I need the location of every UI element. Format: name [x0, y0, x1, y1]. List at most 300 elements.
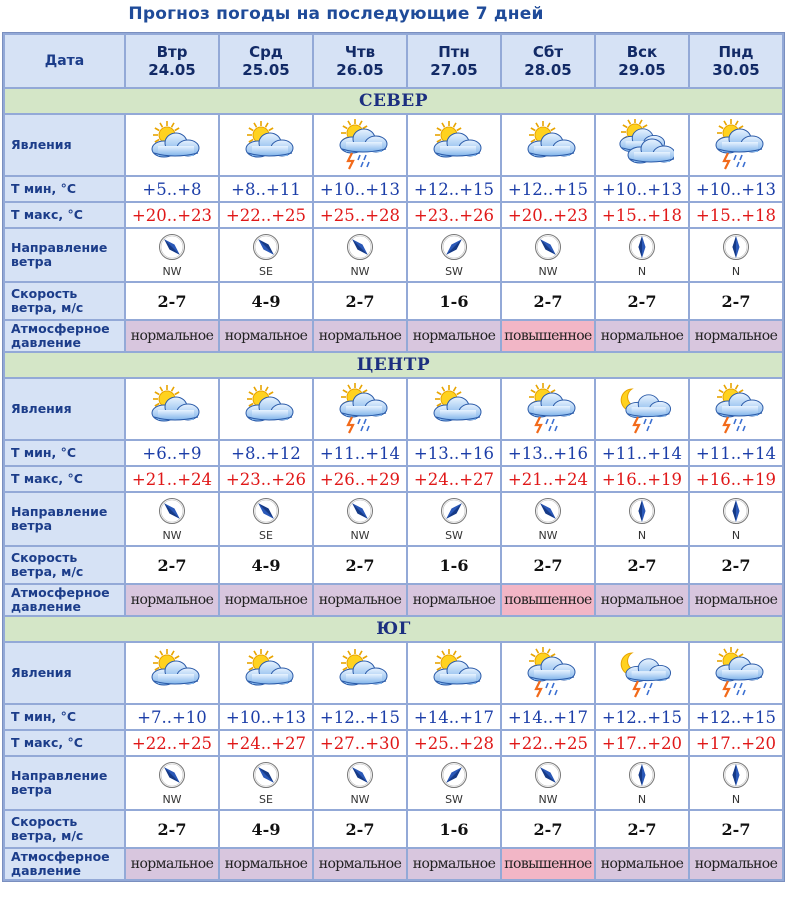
day-date: 29.05: [618, 61, 666, 79]
sun-cloud-icon: [408, 647, 500, 699]
wind-direction: [314, 761, 406, 806]
pressure-value: нормальное: [690, 321, 782, 351]
date-header: Дата: [5, 35, 124, 87]
wind-direction-code: NW: [538, 792, 558, 806]
compass-icon: [346, 497, 374, 529]
tmin-value: +12..+15: [314, 705, 406, 729]
wind-direction-code: NW: [538, 528, 558, 542]
header-row: [5, 35, 782, 87]
region-row: [5, 89, 782, 113]
wind-speed-label: [5, 547, 124, 583]
tmax-value: +20..+23: [502, 203, 594, 227]
pressure-value: повышенное: [502, 321, 594, 351]
wind-speed-value: 2-7: [502, 547, 594, 583]
wind-speed-value: 2-7: [690, 283, 782, 319]
weather-icon-cell: [596, 379, 688, 439]
pressure-label-line: давление: [11, 335, 81, 350]
day-of-week: Вск: [626, 43, 658, 61]
tmax-value: +22..+25: [126, 731, 218, 755]
wind-direction-code: NW: [350, 528, 370, 542]
pressure-value: нормальное: [408, 849, 500, 879]
moon-thunder-icon: [596, 647, 688, 699]
phenomena-label: [5, 379, 124, 439]
compass-icon: [158, 233, 186, 265]
day-date: 26.05: [336, 61, 384, 79]
pressure-label-line: давление: [11, 863, 81, 878]
phenomena-label: [5, 115, 124, 175]
phenomena-label: [5, 643, 124, 703]
wind-speed-value: 2-7: [314, 283, 406, 319]
tmin-value: +10..+13: [690, 177, 782, 201]
pressure-row: [5, 849, 782, 879]
tmax-value: +15..+18: [690, 203, 782, 227]
thunder-rain-icon: [314, 119, 406, 171]
wind-direction-cell: [126, 757, 218, 809]
wind-direction-code: NW: [350, 792, 370, 806]
sun-cloud-icon: [220, 647, 312, 699]
compass-icon: [346, 761, 374, 793]
pressure-value: нормальное: [596, 585, 688, 615]
day-of-week: Срд: [249, 43, 283, 61]
day-header: [596, 35, 688, 87]
wind-direction-code: SE: [259, 528, 273, 542]
tmax-row: [5, 203, 782, 227]
pressure-value: нормальное: [126, 849, 218, 879]
weather-icon-cell: [596, 643, 688, 703]
wind-speed-row: [5, 283, 782, 319]
wind-direction-cell: [502, 757, 594, 809]
pressure-value: нормальное: [408, 321, 500, 351]
tmax-value: +21..+24: [502, 467, 594, 491]
day-of-week: Сбт: [532, 43, 564, 61]
tmin-value: +14..+17: [502, 705, 594, 729]
tmax-label: [5, 467, 124, 491]
wind-direction-code: SE: [259, 264, 273, 278]
tmax-label-line: Т макс, °С: [11, 471, 83, 486]
tmin-label: [5, 177, 124, 201]
wind-speed-value: 4-9: [220, 283, 312, 319]
wind-direction: [690, 233, 782, 278]
tmin-value: +10..+13: [596, 177, 688, 201]
tmax-value: +24..+27: [220, 731, 312, 755]
region-row: [5, 353, 782, 377]
weather-icon-cell: [126, 643, 218, 703]
compass-icon: [722, 233, 750, 265]
wind-direction-code: SW: [445, 792, 463, 806]
tmin-label-line: Т мин, °С: [11, 445, 77, 460]
wind-speed-label-line: ветра, м/с: [11, 300, 84, 315]
sun-cloud-icon: [220, 383, 312, 435]
compass-icon: [628, 761, 656, 793]
compass-icon: [440, 497, 468, 529]
weather-icon-cell: [502, 115, 594, 175]
day-header: [690, 35, 782, 87]
wind-direction-cell: [502, 493, 594, 545]
day-header: [502, 35, 594, 87]
tmax-value: +24..+27: [408, 467, 500, 491]
compass-icon: [722, 497, 750, 529]
pressure-label-line: Атмосферное: [11, 585, 110, 600]
wind-direction-cell: [502, 229, 594, 281]
tmin-label-line: Т мин, °С: [11, 181, 77, 196]
tmax-label-line: Т макс, °С: [11, 207, 83, 222]
wind-direction-cell: [596, 229, 688, 281]
wind-direction: [596, 761, 688, 806]
weather-icon-cell: [220, 379, 312, 439]
sun-cloud-icon: [220, 119, 312, 171]
wind-direction-label-line: ветра: [11, 254, 53, 269]
weather-icon-cell: [690, 379, 782, 439]
tmin-row: [5, 177, 782, 201]
phenomena-label-line: Явления: [11, 137, 72, 152]
thunder-rain-icon: [690, 119, 782, 171]
compass-icon: [440, 233, 468, 265]
wind-direction: [314, 497, 406, 542]
tmax-value: +17..+20: [596, 731, 688, 755]
wind-direction-cell: [126, 229, 218, 281]
pressure-value: нормальное: [690, 849, 782, 879]
pressure-value: нормальное: [126, 585, 218, 615]
wind-direction-row: [5, 493, 782, 545]
wind-speed-value: 2-7: [314, 811, 406, 847]
tmax-row: [5, 731, 782, 755]
wind-direction-label-line: Направление: [11, 504, 108, 519]
region-row: [5, 617, 782, 641]
tmin-value: +8..+11: [220, 177, 312, 201]
weather-icon-cell: [314, 379, 406, 439]
wind-direction-code: NW: [538, 264, 558, 278]
tmin-value: +12..+15: [408, 177, 500, 201]
pressure-value: нормальное: [126, 321, 218, 351]
tmin-value: +5..+8: [126, 177, 218, 201]
wind-direction: [690, 497, 782, 542]
weather-icon-cell: [126, 115, 218, 175]
tmax-value: +23..+26: [220, 467, 312, 491]
wind-direction: [690, 761, 782, 806]
compass-icon: [534, 761, 562, 793]
sun-cloud-icon: [408, 383, 500, 435]
compass-icon: [158, 761, 186, 793]
pressure-value: повышенное: [502, 585, 594, 615]
sun-cloud-icon: [126, 383, 218, 435]
wind-direction-cell: [690, 757, 782, 809]
forecast-table: [2, 32, 785, 882]
wind-direction-code: NW: [350, 264, 370, 278]
day-date: 25.05: [242, 61, 290, 79]
region-title: ЦЕНТР: [5, 353, 782, 377]
wind-direction-cell: [314, 757, 406, 809]
day-header: [220, 35, 312, 87]
weather-icon-cell: [314, 115, 406, 175]
wind-direction-cell: [314, 229, 406, 281]
wind-speed-value: 2-7: [690, 547, 782, 583]
weather-icon-cell: [220, 643, 312, 703]
thunder-rain-icon: [502, 647, 594, 699]
tmax-value: +26..+29: [314, 467, 406, 491]
wind-direction-code: NW: [162, 264, 182, 278]
wind-direction: [596, 233, 688, 278]
wind-direction: [502, 497, 594, 542]
day-of-week: Чтв: [344, 43, 376, 61]
thunder-rain-icon: [690, 647, 782, 699]
wind-direction-cell: [690, 493, 782, 545]
tmax-row: [5, 467, 782, 491]
tmin-value: +12..+15: [502, 177, 594, 201]
weather-icon-cell: [690, 115, 782, 175]
phenomena-row: [5, 115, 782, 175]
wind-speed-row: [5, 547, 782, 583]
pressure-value: нормальное: [220, 585, 312, 615]
day-header: [314, 35, 406, 87]
compass-icon: [534, 497, 562, 529]
wind-speed-label-line: ветра, м/с: [11, 828, 84, 843]
pressure-value: повышенное: [502, 849, 594, 879]
wind-direction-cell: [408, 229, 500, 281]
thunder-rain-icon: [502, 383, 594, 435]
tmax-value: +27..+30: [314, 731, 406, 755]
compass-icon: [628, 233, 656, 265]
tmax-label: [5, 731, 124, 755]
wind-direction-code: NW: [162, 792, 182, 806]
wind-speed-value: 2-7: [596, 811, 688, 847]
tmax-label: [5, 203, 124, 227]
pressure-label-line: давление: [11, 599, 81, 614]
sun-cloud-icon: [408, 119, 500, 171]
thunder-rain-icon: [690, 383, 782, 435]
day-of-week: Пнд: [718, 43, 754, 61]
wind-speed-value: 2-7: [690, 811, 782, 847]
day-date: 28.05: [524, 61, 572, 79]
wind-direction-label-line: ветра: [11, 782, 53, 797]
weather-icon-cell: [502, 379, 594, 439]
wind-direction: [126, 761, 218, 806]
wind-speed-value: 4-9: [220, 547, 312, 583]
pressure-value: нормальное: [690, 585, 782, 615]
tmin-value: +10..+13: [220, 705, 312, 729]
wind-direction-code: N: [637, 264, 647, 278]
tmax-value: +21..+24: [126, 467, 218, 491]
tmax-label-line: Т макс, °С: [11, 735, 83, 750]
wind-speed-label-line: Скорость: [11, 286, 78, 301]
wind-speed-row: [5, 811, 782, 847]
wind-speed-label: [5, 811, 124, 847]
pressure-row: [5, 321, 782, 351]
weather-icon-cell: [126, 379, 218, 439]
weather-icon-cell: [314, 643, 406, 703]
day-header: [126, 35, 218, 87]
tmin-label: [5, 441, 124, 465]
wind-speed-value: 2-7: [502, 811, 594, 847]
compass-icon: [252, 233, 280, 265]
phenomena-label-line: Явления: [11, 401, 72, 416]
tmax-value: +16..+19: [596, 467, 688, 491]
weather-icon-cell: [596, 115, 688, 175]
pressure-value: нормальное: [408, 585, 500, 615]
pressure-label: [5, 849, 124, 879]
day-header: [408, 35, 500, 87]
weather-icon-cell: [220, 115, 312, 175]
wind-direction-cell: [408, 493, 500, 545]
tmin-label: [5, 705, 124, 729]
wind-speed-label-line: ветра, м/с: [11, 564, 84, 579]
pressure-label: [5, 585, 124, 615]
tmax-value: +25..+28: [314, 203, 406, 227]
day-date: 24.05: [148, 61, 196, 79]
pressure-label-line: Атмосферное: [11, 849, 110, 864]
tmax-value: +22..+25: [220, 203, 312, 227]
wind-speed-value: 2-7: [502, 283, 594, 319]
sun-cloud-icon: [314, 647, 406, 699]
sun-cloud-icon: [126, 647, 218, 699]
wind-speed-value: 1-6: [408, 811, 500, 847]
pressure-value: нормальное: [314, 849, 406, 879]
wind-direction: [220, 761, 312, 806]
tmin-row: [5, 441, 782, 465]
tmin-value: +14..+17: [408, 705, 500, 729]
day-of-week: Втр: [156, 43, 188, 61]
wind-direction-code: N: [637, 792, 647, 806]
wind-direction-code: N: [637, 528, 647, 542]
tmin-row: [5, 705, 782, 729]
tmax-value: +20..+23: [126, 203, 218, 227]
moon-thunder-icon: [596, 383, 688, 435]
tmin-value: +6..+9: [126, 441, 218, 465]
tmin-value: +12..+15: [690, 705, 782, 729]
wind-direction: [596, 497, 688, 542]
compass-icon: [252, 761, 280, 793]
wind-direction-code: N: [731, 792, 741, 806]
wind-speed-value: 4-9: [220, 811, 312, 847]
wind-direction-cell: [408, 757, 500, 809]
wind-direction-label-line: ветра: [11, 518, 53, 533]
tmin-value: +7..+10: [126, 705, 218, 729]
pressure-value: нормальное: [596, 849, 688, 879]
wind-direction: [408, 233, 500, 278]
tmin-value: +10..+13: [314, 177, 406, 201]
tmax-value: +17..+20: [690, 731, 782, 755]
wind-speed-value: 2-7: [314, 547, 406, 583]
pressure-value: нормальное: [220, 849, 312, 879]
wind-speed-value: 2-7: [596, 283, 688, 319]
tmin-value: +13..+16: [408, 441, 500, 465]
wind-speed-value: 1-6: [408, 283, 500, 319]
thunder-rain-icon: [314, 383, 406, 435]
compass-icon: [628, 497, 656, 529]
wind-direction: [502, 233, 594, 278]
sun-cloud-icon: [502, 119, 594, 171]
day-date: 27.05: [430, 61, 478, 79]
wind-direction-code: N: [731, 264, 741, 278]
wind-direction-cell: [220, 229, 312, 281]
cloudy-icon: [596, 119, 688, 171]
wind-speed-value: 2-7: [596, 547, 688, 583]
wind-direction: [126, 497, 218, 542]
phenomena-row: [5, 379, 782, 439]
tmin-value: +11..+14: [596, 441, 688, 465]
weather-icon-cell: [690, 643, 782, 703]
pressure-value: нормальное: [314, 585, 406, 615]
pressure-value: нормальное: [314, 321, 406, 351]
sun-cloud-icon: [126, 119, 218, 171]
wind-speed-label: [5, 283, 124, 319]
tmax-value: +15..+18: [596, 203, 688, 227]
weather-icon-cell: [408, 115, 500, 175]
wind-speed-value: 2-7: [126, 811, 218, 847]
tmin-value: +11..+14: [314, 441, 406, 465]
page-title: Прогноз погоды на последующие 7 дней: [128, 4, 544, 24]
pressure-row: [5, 585, 782, 615]
tmin-value: +8..+12: [220, 441, 312, 465]
tmax-value: +16..+19: [690, 467, 782, 491]
wind-direction-row: [5, 229, 782, 281]
wind-direction-cell: [596, 757, 688, 809]
tmin-label-line: Т мин, °С: [11, 709, 77, 724]
wind-direction: [126, 233, 218, 278]
compass-icon: [252, 497, 280, 529]
region-title: СЕВЕР: [5, 89, 782, 113]
wind-direction-label: [5, 229, 124, 281]
weather-icon-cell: [408, 379, 500, 439]
wind-direction: [408, 497, 500, 542]
wind-speed-label-line: Скорость: [11, 550, 78, 565]
wind-speed-value: 1-6: [408, 547, 500, 583]
pressure-value: нормальное: [220, 321, 312, 351]
wind-direction-cell: [690, 229, 782, 281]
wind-speed-value: 2-7: [126, 547, 218, 583]
phenomena-row: [5, 643, 782, 703]
tmin-value: +12..+15: [596, 705, 688, 729]
wind-direction: [408, 761, 500, 806]
wind-direction-cell: [314, 493, 406, 545]
wind-direction-cell: [126, 493, 218, 545]
day-of-week: Птн: [438, 43, 470, 61]
phenomena-label-line: Явления: [11, 665, 72, 680]
compass-icon: [440, 761, 468, 793]
weather-icon-cell: [408, 643, 500, 703]
tmax-value: +23..+26: [408, 203, 500, 227]
wind-direction: [220, 233, 312, 278]
wind-speed-label-line: Скорость: [11, 814, 78, 829]
wind-direction-label: [5, 757, 124, 809]
weather-icon-cell: [502, 643, 594, 703]
wind-direction-cell: [596, 493, 688, 545]
wind-direction-code: SE: [259, 792, 273, 806]
tmax-value: +22..+25: [502, 731, 594, 755]
compass-icon: [158, 497, 186, 529]
wind-direction-code: NW: [162, 528, 182, 542]
wind-direction-label: [5, 493, 124, 545]
wind-direction-cell: [220, 757, 312, 809]
pressure-label: [5, 321, 124, 351]
region-title: ЮГ: [5, 617, 782, 641]
compass-icon: [534, 233, 562, 265]
wind-speed-value: 2-7: [126, 283, 218, 319]
wind-direction-row: [5, 757, 782, 809]
wind-direction-code: SW: [445, 528, 463, 542]
wind-direction: [502, 761, 594, 806]
pressure-value: нормальное: [596, 321, 688, 351]
wind-direction-label-line: Направление: [11, 240, 108, 255]
wind-direction-code: SW: [445, 264, 463, 278]
pressure-label-line: Атмосферное: [11, 321, 110, 336]
day-date: 30.05: [712, 61, 760, 79]
wind-direction-label-line: Направление: [11, 768, 108, 783]
compass-icon: [346, 233, 374, 265]
tmin-value: +11..+14: [690, 441, 782, 465]
tmin-value: +13..+16: [502, 441, 594, 465]
wind-direction: [220, 497, 312, 542]
compass-icon: [722, 761, 750, 793]
